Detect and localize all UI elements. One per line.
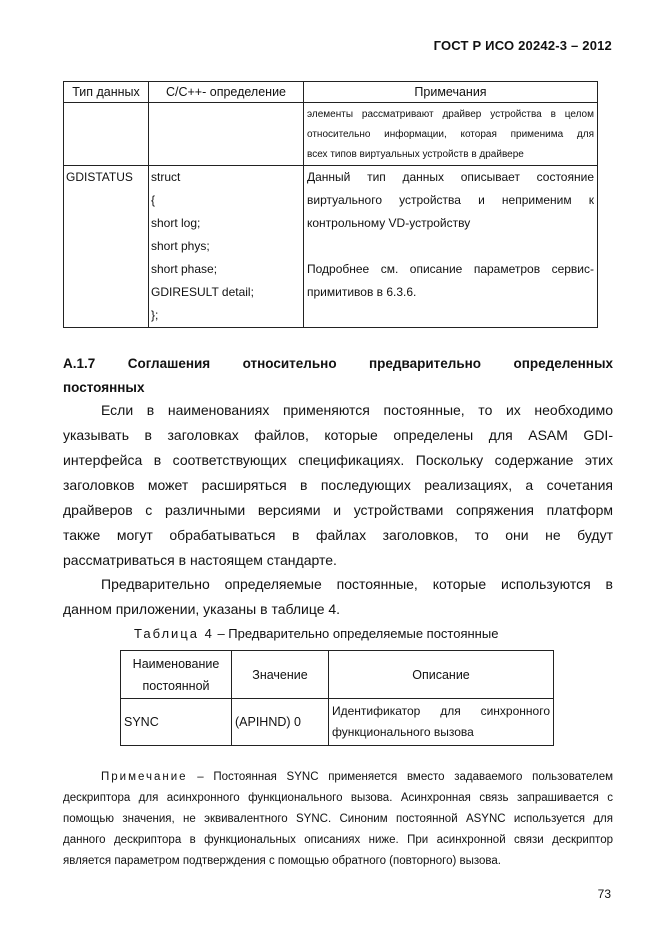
table-row	[64, 103, 598, 166]
note-text: – Постоянная SYNC применяется вместо задаваемого пользователем	[187, 771, 613, 783]
code-line: struct	[151, 170, 181, 184]
note-line	[307, 235, 594, 258]
code-line: short phys;	[151, 239, 210, 253]
note-line	[63, 767, 613, 788]
note-line: данного дескриптора в функциональных описаниях ниже. При асинхронной связи дескриптор	[63, 834, 613, 846]
paragraph-line: Предварительно определяемые постоянные, которые используются в	[101, 576, 613, 592]
description-line: Идентификатор для синхронного	[332, 704, 550, 718]
code-line: {	[151, 193, 156, 207]
table-header-row	[121, 651, 554, 699]
note-line: Подробнее см. описание параметров сервис-	[307, 262, 594, 276]
column-header-notes: Примечания	[304, 82, 598, 103]
code-line: };	[151, 308, 159, 322]
paragraph-line: рассматриваться в настоящем стандарте.	[63, 552, 337, 568]
code-line: short log;	[151, 216, 201, 230]
section-heading-line: А.1.7 Соглашения относительно предварительно определенных	[63, 356, 613, 371]
paragraph-line: драйверов с различными версиями и устройствами сопряжения платформ	[63, 502, 613, 518]
empty-cell	[149, 103, 304, 166]
note-line: виртуального устройства и неприменим к	[307, 193, 594, 207]
document-header: ГОСТ Р ИСО 20242-3 – 2012	[433, 38, 612, 53]
definition-cell	[149, 166, 304, 328]
note-line: дескриптора для асинхронного функционального вызова. Асинхронная связь запрашивается с	[63, 792, 613, 804]
note-line: относительно информации, которая применима для	[307, 129, 594, 140]
table-header-row	[64, 82, 598, 103]
paragraph-constants	[63, 398, 613, 573]
column-header-value: Значение	[232, 651, 329, 699]
page-number: 73	[597, 887, 611, 901]
note-line: помощью значения, не эквивалентного SYNC. Синоним постоянной ASYNC используется для	[63, 813, 613, 825]
note-line: элементы рассматривают драйвер устройства в целом	[307, 109, 594, 120]
column-header-definition: C/C++- определение	[149, 82, 304, 103]
paragraph-table-reference	[63, 572, 613, 622]
continued-note-cell	[304, 103, 598, 166]
paragraph-line: указывать в заголовках файлов, которые определены для ASAM GDI-	[63, 427, 613, 443]
table-caption-label: Таблица 4	[134, 626, 214, 641]
table-caption-text: – Предварительно определяемые постоянные	[213, 626, 499, 641]
empty-cell	[64, 103, 149, 166]
paragraph-line: Если в наименованиях применяются постоянные, то их необходимо	[101, 402, 613, 418]
constant-name-cell: SYNC	[121, 699, 232, 746]
note-line: контрольному VD-устройству	[307, 216, 471, 230]
description-line: функционального вызова	[332, 725, 474, 739]
table-row	[121, 699, 554, 746]
note-block	[63, 767, 613, 872]
notes-cell	[304, 166, 598, 328]
table-caption	[134, 626, 498, 641]
code-line: GDIRESULT detail;	[151, 285, 254, 299]
data-types-table	[63, 81, 598, 328]
paragraph-line: данном приложении, указаны в таблице 4.	[63, 601, 341, 617]
column-header-name: Наименование постоянной	[121, 651, 232, 699]
code-line: short phase;	[151, 262, 218, 276]
note-line: всех типов виртуальных устройств в драйвере	[307, 149, 524, 160]
paragraph-line: также могут обрабатываться в файлах заголовков, то они не будут	[63, 527, 613, 543]
note-line: является параметром подтверждения с помощью обратного (повторного) вызова.	[63, 855, 501, 867]
note-line: примитивов в 6.3.6.	[307, 285, 417, 299]
note-line: Данный тип данных описывает состояние	[307, 170, 594, 184]
paragraph-line: заголовков может расширяться в последующих реализациях, а сочетания	[63, 477, 613, 493]
paragraph-line: интерфейса в соответствующих спецификациях. Поскольку содержание этих	[63, 452, 613, 468]
section-heading-line: постоянных	[63, 380, 145, 395]
constant-value-cell: (APIHND) 0	[232, 699, 329, 746]
column-header-description: Описание	[329, 651, 554, 699]
type-name-cell: GDISTATUS	[64, 166, 149, 328]
section-heading	[63, 352, 613, 400]
note-label: Примечание	[101, 771, 188, 783]
constant-description-cell	[329, 699, 554, 746]
table-row	[64, 166, 598, 328]
column-header-type: Тип данных	[64, 82, 149, 103]
constants-table	[120, 650, 554, 746]
